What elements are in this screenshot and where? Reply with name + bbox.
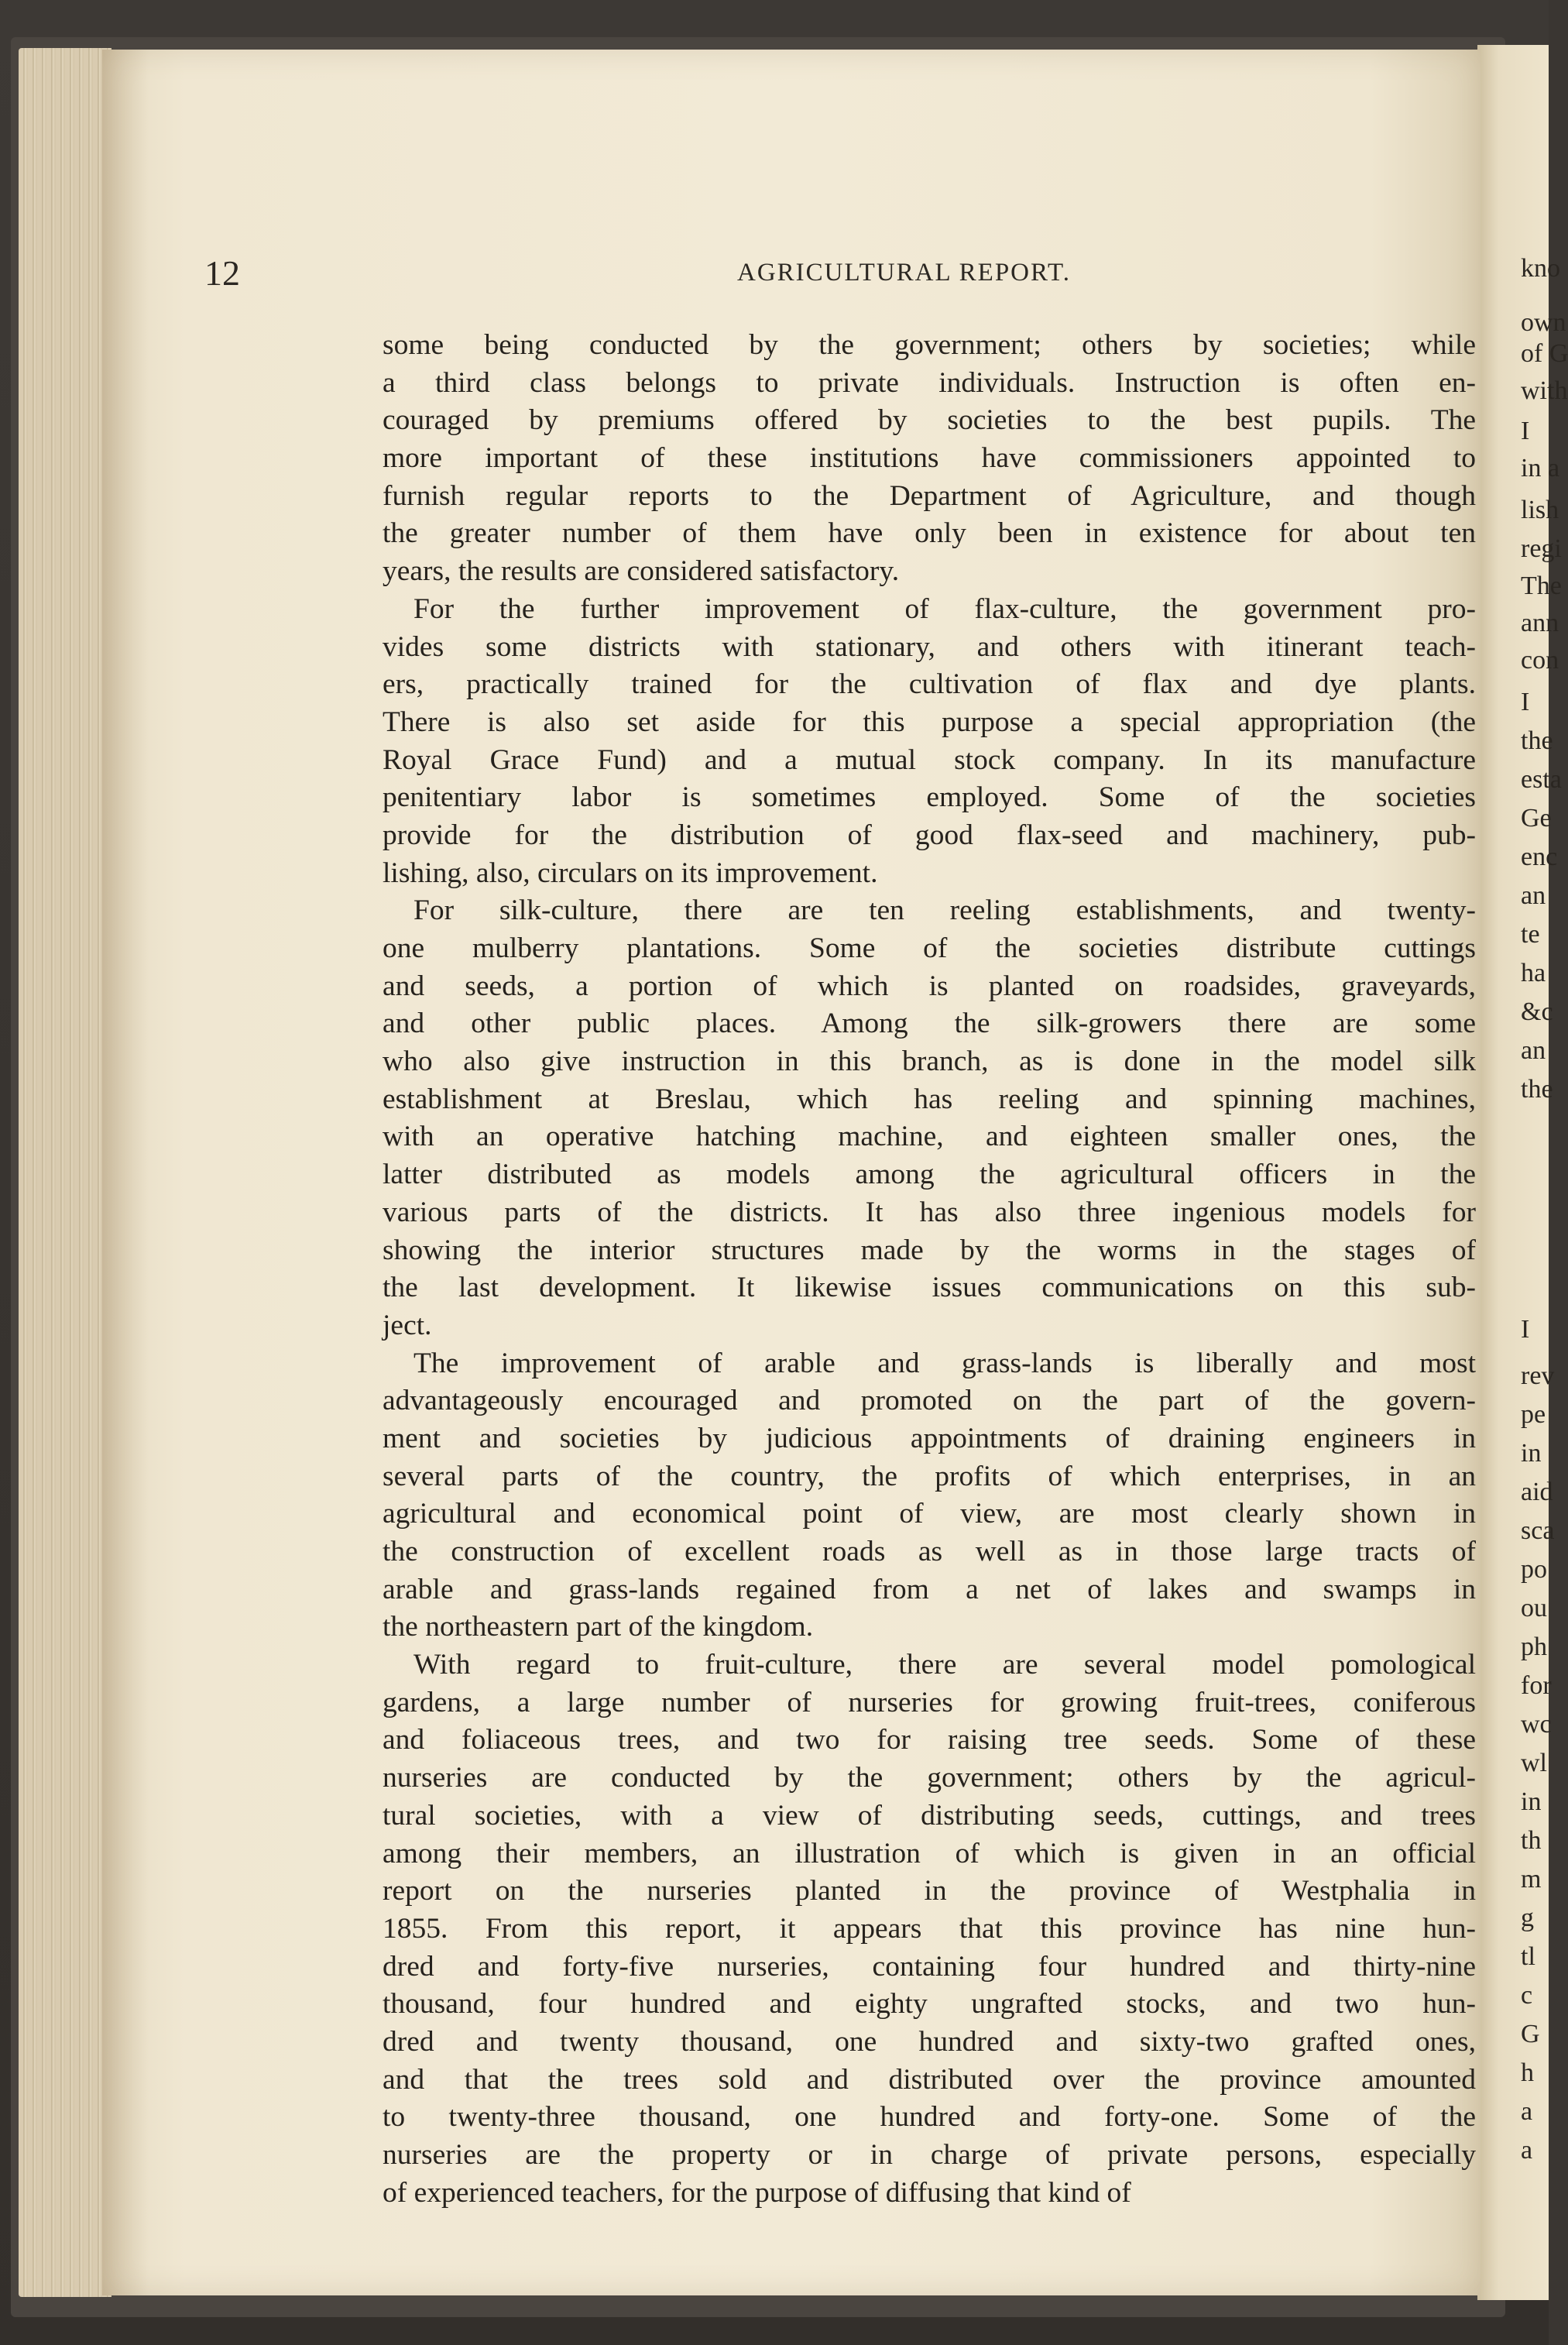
text-line: dred and forty-five nurseries, containing four hundred and thirty-nine — [383, 1950, 1476, 1983]
book-page — [102, 50, 1481, 2295]
next-page-fragment: I — [1521, 688, 1530, 716]
next-page-fragment: with — [1521, 376, 1568, 405]
next-page-fragment: rev — [1521, 1361, 1555, 1390]
page-number: 12 — [204, 253, 240, 293]
text-line: vides some districts with stationary, and others with itinerant teach- — [383, 630, 1476, 663]
next-page-fragment: esta — [1521, 765, 1562, 794]
body-text — [383, 327, 1476, 2212]
text-line: lishing, also, circulars on its improvement. — [383, 857, 878, 889]
next-page-fragment: I — [1521, 417, 1530, 445]
text-line: ject. — [383, 1309, 432, 1341]
text-line: tural societies, with a view of distributing seeds, cuttings, and trees — [383, 1799, 1476, 1832]
text-line: nurseries are conducted by the government; others by the agricul- — [383, 1762, 1476, 1794]
next-page-fragment: c — [1521, 1981, 1533, 2010]
text-line: more important of these institutions have commissioners appointed to — [383, 442, 1476, 475]
next-page-fragment: kno — [1521, 254, 1560, 283]
text-line: the last development. It likewise issues communications on this sub- — [383, 1272, 1476, 1304]
next-page-fragment: ou — [1521, 1594, 1547, 1622]
text-line: Royal Grace Fund) and a mutual stock company. In its manufacture — [383, 743, 1476, 776]
next-page-fragment: in — [1521, 1439, 1542, 1468]
next-page-fragment: a — [1521, 2097, 1533, 2126]
text-line: ers, practically trained for the cultivation of flax and dye plants. — [383, 668, 1476, 701]
next-page-fragment: of G — [1521, 339, 1568, 368]
next-page-fragment: ph — [1521, 1633, 1547, 1661]
text-line: one mulberry plantations. Some of the societies distribute cuttings — [383, 932, 1476, 964]
text-line: latter distributed as models among the agricultural officers in the — [383, 1159, 1476, 1191]
next-page-fragment: for — [1521, 1671, 1552, 1700]
next-page-fragment: lish — [1521, 496, 1559, 524]
text-line: agricultural and economical point of view, are most clearly shown in — [383, 1498, 1476, 1530]
next-page-fragment: sca — [1521, 1516, 1555, 1545]
next-page-fragment: a — [1521, 2136, 1533, 2165]
next-page-fragment: Ge — [1521, 804, 1552, 833]
text-line: various parts of the districts. It has also three ingenious models for — [383, 1196, 1476, 1228]
next-page-fragment: own — [1521, 308, 1566, 337]
next-page-fragment: the — [1521, 1075, 1553, 1104]
text-line: nurseries are the property or in charge of private persons, especially — [383, 2139, 1476, 2171]
next-page-fragment: h — [1521, 2058, 1534, 2087]
next-page-fragment: g — [1521, 1904, 1534, 1932]
next-page-fragment: an — [1521, 881, 1546, 910]
text-line: and that the trees sold and distributed over the province amounted — [383, 2063, 1476, 2096]
text-line: penitentiary labor is sometimes employed. Some of the societies — [383, 781, 1476, 814]
text-line: provide for the distribution of good flax-seed and machinery, pub- — [383, 819, 1476, 851]
text-line: There is also set aside for this purpose a special appropriation (the — [383, 706, 1476, 738]
stacked-page-edges — [19, 48, 112, 2297]
text-line: of experienced teachers, for the purpose of diffusing that kind of — [383, 2176, 1131, 2209]
text-line: gardens, a large number of nurseries for growing fruit-trees, coniferous — [383, 1686, 1476, 1718]
text-line: dred and twenty thousand, one hundred and sixty-two grafted ones, — [383, 2025, 1476, 2058]
text-line: the northeastern part of the kingdom. — [383, 1611, 814, 1643]
next-page-fragment: te — [1521, 920, 1540, 949]
text-line: couraged by premiums offered by societies to the best pupils. The — [383, 404, 1476, 437]
text-line: and other public places. Among the silk-growers there are some — [383, 1008, 1476, 1040]
text-line: furnish regular reports to the Department of Agriculture, and though — [383, 479, 1476, 512]
text-line: years, the results are considered satisfactory. — [383, 555, 900, 588]
next-page-fragment: wc — [1521, 1710, 1552, 1739]
text-line: and foliaceous trees, and two for raising tree seeds. Some of these — [383, 1724, 1476, 1756]
next-page-fragment: I — [1521, 1315, 1530, 1344]
next-page-fragment: &c — [1521, 997, 1553, 1026]
next-page-fragment: in a — [1521, 454, 1560, 482]
next-page-fragment: con — [1521, 646, 1559, 675]
adjacent-page-edge — [1477, 45, 1568, 2300]
text-line: 1855. From this report, it appears that this province has nine hun- — [383, 1912, 1476, 1945]
text-line: among their members, an illustration of which is given in an official — [383, 1837, 1476, 1869]
next-page-fragment: aid — [1521, 1478, 1553, 1506]
next-page-fragment: an — [1521, 1036, 1546, 1065]
next-page-fragment: the — [1521, 726, 1553, 755]
text-line: and seeds, a portion of which is planted on roadsides, graveyards, — [383, 970, 1476, 1002]
text-line: arable and grass-lands regained from a net of lakes and swamps in — [383, 1573, 1476, 1605]
text-line: several parts of the country, the profits of which enterprises, in an — [383, 1460, 1476, 1492]
text-line: For the further improvement of flax-culture, the government pro- — [413, 592, 1476, 625]
text-line: advantageously encouraged and promoted on the part of the govern- — [383, 1385, 1476, 1417]
next-page-fragment: m — [1521, 1865, 1542, 1894]
text-line: With regard to fruit-culture, there are several model pomological — [413, 1649, 1476, 1681]
next-page-fragment: th — [1521, 1826, 1542, 1855]
next-page-fragment: ha — [1521, 959, 1546, 987]
next-page-fragment: wl — [1521, 1749, 1547, 1777]
next-page-fragment: tl — [1521, 1942, 1535, 1971]
text-line: showing the interior structures made by the worms in the stages of — [383, 1234, 1476, 1266]
text-line: The improvement of arable and grass-lands is liberally and most — [413, 1347, 1476, 1379]
text-line: establishment at Breslau, which has reeling and spinning machines, — [383, 1083, 1476, 1115]
text-line: thousand, four hundred and eighty ungrafted stocks, and two hun- — [383, 1988, 1476, 2021]
gutter-shadow — [102, 50, 149, 2295]
text-line: ment and societies by judicious appointments of draining engineers in — [383, 1422, 1476, 1454]
text-line: who also give instruction in this branch, as is done in the model silk — [383, 1045, 1476, 1078]
text-line: a third class belongs to private individuals. Instruction is often en- — [383, 366, 1476, 399]
next-page-fragment: ann — [1521, 609, 1559, 637]
next-page-fragment: po — [1521, 1555, 1547, 1584]
next-page-fragment: regi — [1521, 534, 1562, 563]
next-page-fragment: The — [1521, 572, 1562, 600]
text-line: the construction of excellent roads as well as in those large tracts of — [383, 1536, 1476, 1567]
text-line: the greater number of them have only been in existence for about ten — [383, 517, 1476, 550]
next-page-fragment: in — [1521, 1787, 1542, 1816]
text-line: with an operative hatching machine, and eighteen smaller ones, the — [383, 1121, 1476, 1153]
next-page-fragment: enc — [1521, 843, 1558, 871]
next-page-fragment: G — [1521, 2020, 1540, 2048]
running-head: AGRICULTURAL REPORT. — [737, 259, 1071, 287]
text-line: some being conducted by the government; others by societies; while — [383, 329, 1476, 361]
text-line: For silk-culture, there are ten reeling establishments, and twenty- — [413, 894, 1476, 927]
text-line: report on the nurseries planted in the province of Westphalia in — [383, 1875, 1476, 1907]
next-page-fragment: pe — [1521, 1400, 1546, 1429]
text-line: to twenty-three thousand, one hundred and forty-one. Some of the — [383, 2101, 1476, 2134]
